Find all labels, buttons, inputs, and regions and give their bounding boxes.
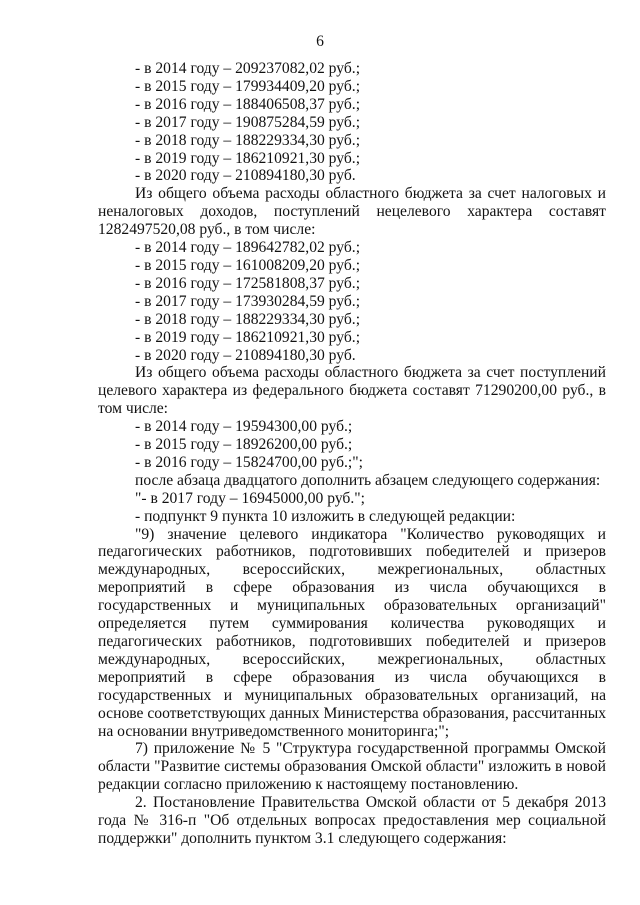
- list-item: - в 2019 году – 186210921,30 руб.;: [135, 149, 361, 167]
- item-7: 7) приложение № 5 "Структура государственной программы Омской области "Развитие системы образования Омской области" изложить в новой редакции согласно приложению к настоящему постановлению.: [98, 740, 606, 794]
- list-item: - в 2015 году – 18926200,00 руб.;: [135, 436, 353, 454]
- list-item: - в 2015 году – 179934409,20 руб.;: [135, 77, 361, 95]
- paragraph-tax-revenue: Из общего объема расходы областного бюджета за счет налоговых и неналоговых доходов, поступлений нецелевого характера составят 1282497520,08 руб., в том числе:: [98, 185, 606, 239]
- list-item: - в 2016 году – 15824700,00 руб.;";: [135, 453, 363, 471]
- year-list-federal: [98, 418, 606, 472]
- instruction-subitem-9: - подпункт 9 пункта 10 изложить в следующей редакции:: [135, 507, 516, 525]
- document-body: [98, 60, 606, 848]
- list-item: - в 2019 году – 186210921,30 руб.;: [135, 328, 361, 346]
- item-2: 2. Постановление Правительства Омской области от 5 декабря 2013 года № 316-п "Об отдельных вопросах предоставления мер социальной поддержки" дополнить пунктом 3.1 следующего содержания:: [98, 794, 606, 847]
- paragraph-federal-revenue: Из общего объема расходы областного бюджета за счет поступлений целевого характера из федерального бюджета составят 71290200,00 руб., в том числе:: [98, 364, 606, 418]
- list-item: - в 2017 году – 173930284,59 руб.;: [135, 292, 361, 310]
- quote-subitem-9: "9) значение целевого индикатора "Количество руководящих и педагогических работников, подготовивших победителей и призеров международных, всероссийских, межрегиональных, областных мероприятий в сфере образования из числа обучающихся в государственных и муниципальных образовательных организаций" определяется путем суммирования количества руководящих и педагогических работников, подготовивших победителей и призеров международных, всероссийских, межрегиональных, областных мероприятий в сфере образования из числа обучающихся в государственных и муниципальных образовательных организаций, на основе соответствующих данных Министерства образования, рассчитанных на основании внутриведомственного мониторинга;";: [98, 525, 606, 740]
- list-item: - в 2014 году – 209237082,02 руб.;: [135, 60, 361, 77]
- list-item: - в 2015 году – 161008209,20 руб.;: [135, 256, 361, 274]
- year-list-tax: [98, 239, 606, 364]
- list-item: - в 2020 году – 210894180,30 руб.: [135, 167, 356, 185]
- year-list-total: [98, 60, 606, 185]
- list-item: - в 2018 году – 188229334,30 руб.;: [135, 310, 361, 328]
- list-item: - в 2016 году – 172581808,37 руб.;: [135, 274, 361, 292]
- list-item: - в 2017 году – 190875284,59 руб.;: [135, 113, 361, 131]
- page-number: 6: [316, 33, 324, 50]
- list-item: - в 2014 году – 19594300,00 руб.;: [135, 418, 353, 436]
- list-item: - в 2020 году – 210894180,30 руб.: [135, 346, 356, 364]
- list-item: - в 2018 году – 188229334,30 руб.;: [135, 131, 361, 149]
- instruction-after-paragraph: после абзаца двадцатого дополнить абзацем следующего содержания:: [135, 471, 601, 489]
- list-item: - в 2016 году – 188406508,37 руб.;: [135, 95, 361, 113]
- list-item: - в 2014 году – 189642782,02 руб.;: [135, 239, 361, 257]
- added-line: "- в 2017 году – 16945000,00 руб.";: [135, 489, 365, 507]
